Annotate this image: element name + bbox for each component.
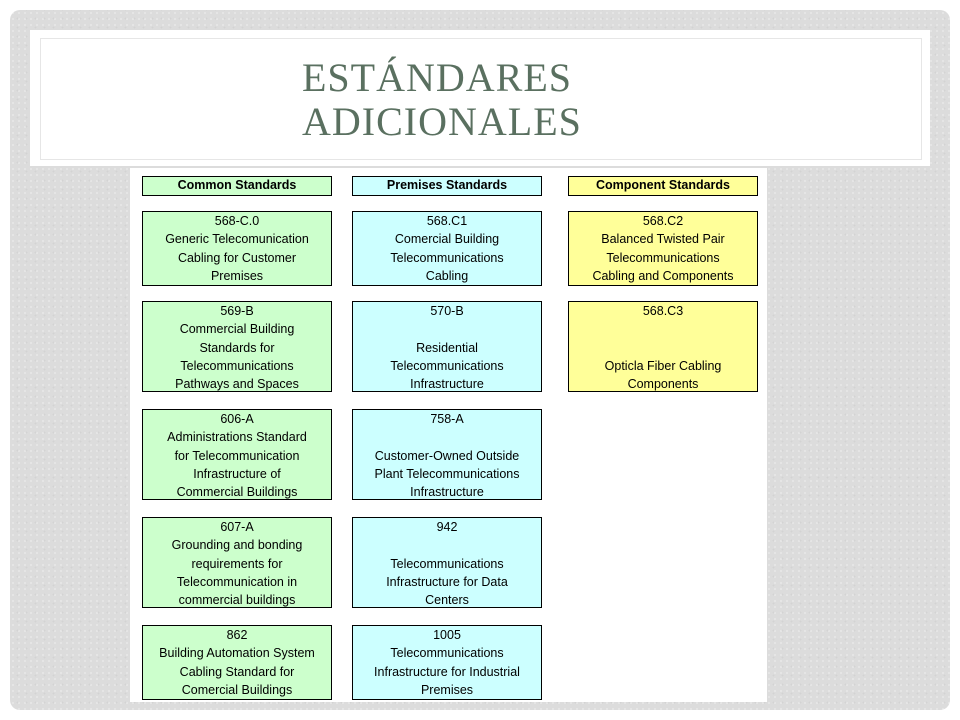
standard-code: 758-A <box>430 412 464 426</box>
standard-description-line: Pathways and Spaces <box>175 377 299 392</box>
standard-description-line <box>353 428 541 446</box>
standard-box-premises <box>352 625 542 700</box>
standard-description-line: requirements for <box>191 556 283 571</box>
standard-code: 568.C2 <box>642 214 684 228</box>
standard-description-line: Comercial Building <box>394 232 500 247</box>
standard-code: 570-B <box>430 304 464 318</box>
standard-description-line: Administrations Standard <box>167 430 307 445</box>
standard-description-line: Centers <box>425 593 469 608</box>
standard-box-common <box>142 211 332 286</box>
standard-description-line: Infrastructure <box>410 377 484 392</box>
standard-description-line: Cabling and Components <box>592 268 734 283</box>
standard-description-line: Premises <box>420 682 474 697</box>
standard-description-line: Telecommunications <box>180 358 294 373</box>
standard-description-line: Building Automation System <box>159 646 315 661</box>
standard-description-line: Components <box>627 377 699 392</box>
standard-description-line: Customer-Owned Outside <box>374 448 520 463</box>
column-header-premises: Premises Standards <box>352 176 542 196</box>
standard-description-line: Generic Telecomunication <box>165 232 309 247</box>
standard-code: 607-A <box>220 520 254 534</box>
standard-code: 568-C.0 <box>214 214 260 228</box>
standard-box-premises <box>352 409 542 500</box>
standard-code: 569-B <box>220 304 254 318</box>
standard-description-line: Comercial Buildings <box>181 682 293 697</box>
standards-diagram <box>130 168 767 702</box>
standard-box-premises <box>352 211 542 286</box>
standard-description-line: Telecommunication in <box>176 574 298 589</box>
standard-description-line: Premises <box>210 268 264 283</box>
standard-box-common <box>142 409 332 500</box>
standard-box-premises <box>352 517 542 608</box>
standard-description-line: Balanced Twisted Pair <box>601 232 725 247</box>
standard-box-component <box>568 211 758 286</box>
standard-description-line <box>353 536 541 554</box>
standard-description-line: Infrastructure for Industrial <box>374 664 520 679</box>
standard-code: 568.C1 <box>426 214 468 228</box>
standard-description-line: Standards for <box>199 340 275 355</box>
slide-title-line-2: ADICIONALES <box>302 99 582 144</box>
standard-box-common <box>142 517 332 608</box>
standard-description-line: Grounding and bonding <box>171 538 303 553</box>
standard-description-line: Telecommunications <box>390 556 504 571</box>
standard-code: 606-A <box>220 412 254 426</box>
standard-description-line: for Telecommunication <box>174 448 300 463</box>
standard-description-line <box>353 320 541 338</box>
standard-description-line: Residential <box>416 340 478 355</box>
standard-description-line: Commercial Buildings <box>176 485 298 500</box>
slide-title-line-1: ESTÁNDARES <box>302 55 573 100</box>
standard-description-line: Telecommunications <box>390 250 504 265</box>
standard-description-line <box>569 339 757 357</box>
standard-description-line: Cabling <box>425 268 469 283</box>
standard-box-premises <box>352 301 542 392</box>
standard-box-common <box>142 625 332 700</box>
standard-description-line: Telecommunications <box>390 358 504 373</box>
standard-description-line: Opticla Fiber Cabling <box>604 358 722 373</box>
standard-description-line: Commercial Building <box>179 322 295 337</box>
standard-description-line: Cabling Standard for <box>179 664 295 679</box>
standard-code: 862 <box>226 628 248 642</box>
standard-description-line: commercial buildings <box>178 593 296 608</box>
standard-box-component <box>568 301 758 392</box>
standard-description-line: Infrastructure <box>410 485 484 500</box>
standard-description-line: Plant Telecommunications <box>374 466 520 481</box>
standard-description-line: Infrastructure for Data <box>386 574 508 589</box>
slide-title <box>302 56 722 144</box>
column-header-component: Component Standards <box>568 176 758 196</box>
standard-code: 942 <box>436 520 458 534</box>
standard-description-line: Telecommunications <box>390 646 504 661</box>
column-header-common: Common Standards <box>142 176 332 196</box>
standard-description-line: Infrastructure of <box>193 466 281 481</box>
standard-description-line: Cabling for Customer <box>177 250 297 265</box>
standard-description-line: Telecommunications <box>606 250 720 265</box>
standard-code: 1005 <box>433 628 461 642</box>
standard-description-line <box>569 320 757 338</box>
standard-code: 568.C3 <box>642 304 684 318</box>
standard-box-common <box>142 301 332 392</box>
